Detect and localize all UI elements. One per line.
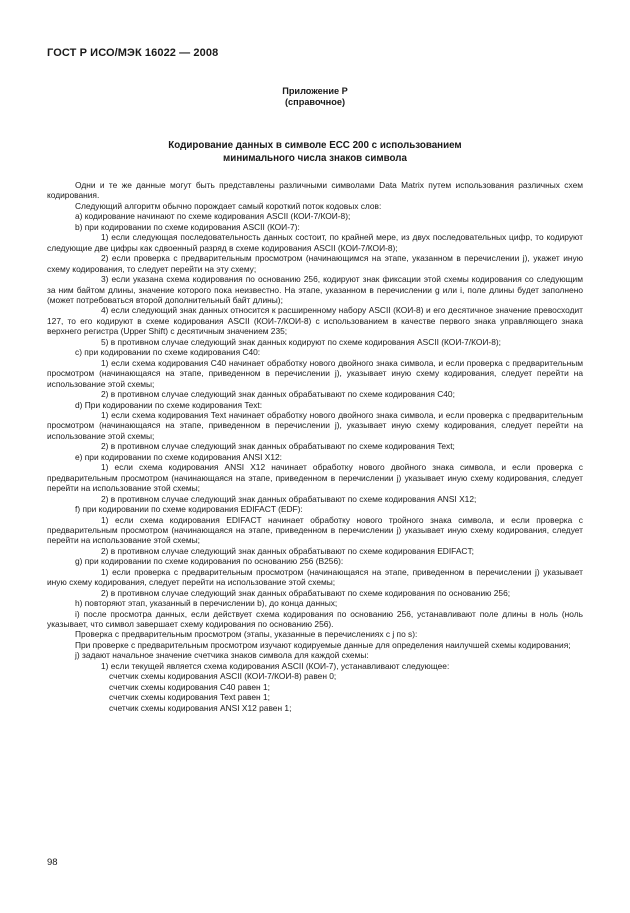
paragraph: Проверка с предварительным просмотром (этапы, указанные в перечислениях с j по s): xyxy=(75,629,418,640)
list-item: c) при кодировании по схеме кодирования С40: xyxy=(75,347,261,358)
list-item: e) при кодировании по схеме кодирования ANSI X12: xyxy=(75,451,282,462)
sub-list-item: 3) если указана схема кодирования по основанию 256, кодируют знак фиксации этой схемы кодирования со следующим за ним байтом длины, значение которого пока неизвестно. На этапе, указанном в перечислении g или i, поле длины будет заполнено (может потребоваться второй дополнительный байт длины); xyxy=(47,274,583,305)
body-text xyxy=(47,180,583,713)
sub-list-item: 1) если следующая последовательность данных состоит, по крайней мере, из двух последовательных цифр, то кодируют следующие две цифры как сдвоенный разряд в схеме кодирования ASCII (КОИ-7/КОИ-8); xyxy=(47,232,583,253)
sub-list-item: 4) если следующий знак данных относится к расширенному набору ASCII (КОИ-8) и его десятичное значение превосходит 127, то его кодируют в схеме кодирования ASCII (КОИ-7/КОИ-8) с использованием в качестве первого знака управляющего знака верхнего регистра (Upper Shift) с десятичным значением 235; xyxy=(47,305,583,337)
counter-line: счетчик схемы кодирования ASCII (КОИ-7/КОИ-8) равен 0; xyxy=(109,671,337,682)
section-title xyxy=(0,140,630,165)
section-title-line-2: минимального числа знаков символа xyxy=(223,152,407,164)
list-item: d) При кодировании по схеме кодирования Text: xyxy=(75,399,263,410)
page-number: 98 xyxy=(47,857,58,868)
counter-line: счетчик схемы кодирования ANSI X12 равен 1; xyxy=(109,702,292,713)
sub-list-item: 2) в противном случае следующий знак данных обрабатывают по схеме кодирования по основанию 256; xyxy=(101,587,511,598)
sub-list-item: 1) если схема кодирования С40 начинает обработку нового двойного знака символа, и если проверка с предварительным просмотром (начинающаяся на этапе, приведенном в перечислении j), указывает иную схему кодирования, следует перейти на использование этой схемы; xyxy=(47,357,583,389)
list-item: a) кодирование начинают по схеме кодирования ASCII (КОИ-7/КОИ-8); xyxy=(75,211,351,222)
counter-line: счетчик схемы кодирования С40 равен 1; xyxy=(109,681,270,692)
paragraph: Следующий алгоритм обычно порождает самый короткий поток кодовых слов: xyxy=(75,200,382,211)
sub-list-item: 5) в противном случае следующий знак данных кодируют по схеме кодирования ASCII (КОИ-7/КОИ-8); xyxy=(101,336,501,347)
counter-line: счетчик схемы кодирования Text равен 1; xyxy=(109,692,270,703)
sub-list-item: 2) в противном случае следующий знак данных обрабатывают по схеме кодирования Text; xyxy=(101,441,455,452)
list-item: h) повторяют этап, указанный в перечислении b), до конца данных; xyxy=(75,598,338,609)
sub-list-item: 1) если схема кодирования EDIFACT начинает обработку нового тройного знака символа, и если проверка с предварительным просмотром (начинающаяся на этапе, приведенном в перечислении j) указывает иную схему кодирования, следует перейти на использование этой схемы; xyxy=(47,514,583,546)
paragraph: При проверке с предварительным просмотром изучают кодируемые данные для определения наилучшей схемы кодирования; xyxy=(75,639,571,650)
sub-list-item: 1) если схема кодирования Text начинает обработку нового двойного знака символа, и если проверка с предварительным просмотром (начинающаяся на этапе, приведенном в перечислении j), указывает иную схему кодирования, следует перейти на использование этой схемы; xyxy=(47,409,583,441)
appendix-label: Приложение Р xyxy=(282,86,348,96)
sub-list-item: 1) если схема кодирования ANSI X12 начинает обработку нового двойного знака символа, и если проверка с предварительным просмотром (начинающаяся на этапе, приведенном в перечислении j) указывает иную схему кодирования, следует перейти на использование этой схемы; xyxy=(47,462,583,494)
appendix-type: (справочное) xyxy=(284,97,345,107)
list-item: b) при кодировании по схеме кодирования ASCII (КОИ-7): xyxy=(75,221,300,232)
paragraph: Одни и те же данные могут быть представлены различными символами Data Matrix путем использования различных схем кодирования. xyxy=(47,180,583,201)
list-item: i) после просмотра данных, если действует схема кодирования по основанию 256, устанавливают поле длины в ноль (ноль указывает, что символ завершает схему кодирования по основанию 256). xyxy=(47,608,583,630)
sub-list-item: 2) в противном случае следующий знак данных обрабатывают по схеме кодирования ANSI X12; xyxy=(101,493,477,504)
standard-header: ГОСТ Р ИСО/МЭК 16022 — 2008 xyxy=(47,47,219,59)
list-item: f) при кодировании по схеме кодирования EDIFACT (EDF): xyxy=(75,504,303,515)
list-item: j) задают начальное значение счетчика знаков символа для каждой схемы: xyxy=(75,650,369,661)
section-title-line-1: Кодирование данных в символе ЕСС 200 с использованием xyxy=(168,140,462,151)
sub-list-item: 2) в противном случае следующий знак данных обрабатывают по схеме кодирования С40; xyxy=(101,389,455,400)
sub-list-item: 2) в противном случае следующий знак данных обрабатывают по схеме кодирования EDIFACT; xyxy=(101,545,474,556)
list-item: g) при кодировании по схеме кодирования по основанию 256 (В256): xyxy=(75,556,344,567)
sub-list-item: 1) если проверка с предварительным просмотром (начинающаяся на этапе, приведенном в перечислении j) указывает иную схему кодирования, следует перейти на использование этой схемы; xyxy=(47,566,583,588)
appendix-heading xyxy=(0,86,630,108)
sub-list-item: 2) если проверка с предварительным просмотром (начинающимся на этапе, указанном в перечислении j), укажет иную схему кодирования, то следует перейти на эту схему; xyxy=(47,253,583,274)
sub-list-item: 1) если текущей является схема кодирования ASCII (КОИ-7), устанавливают следующее: xyxy=(101,660,450,671)
